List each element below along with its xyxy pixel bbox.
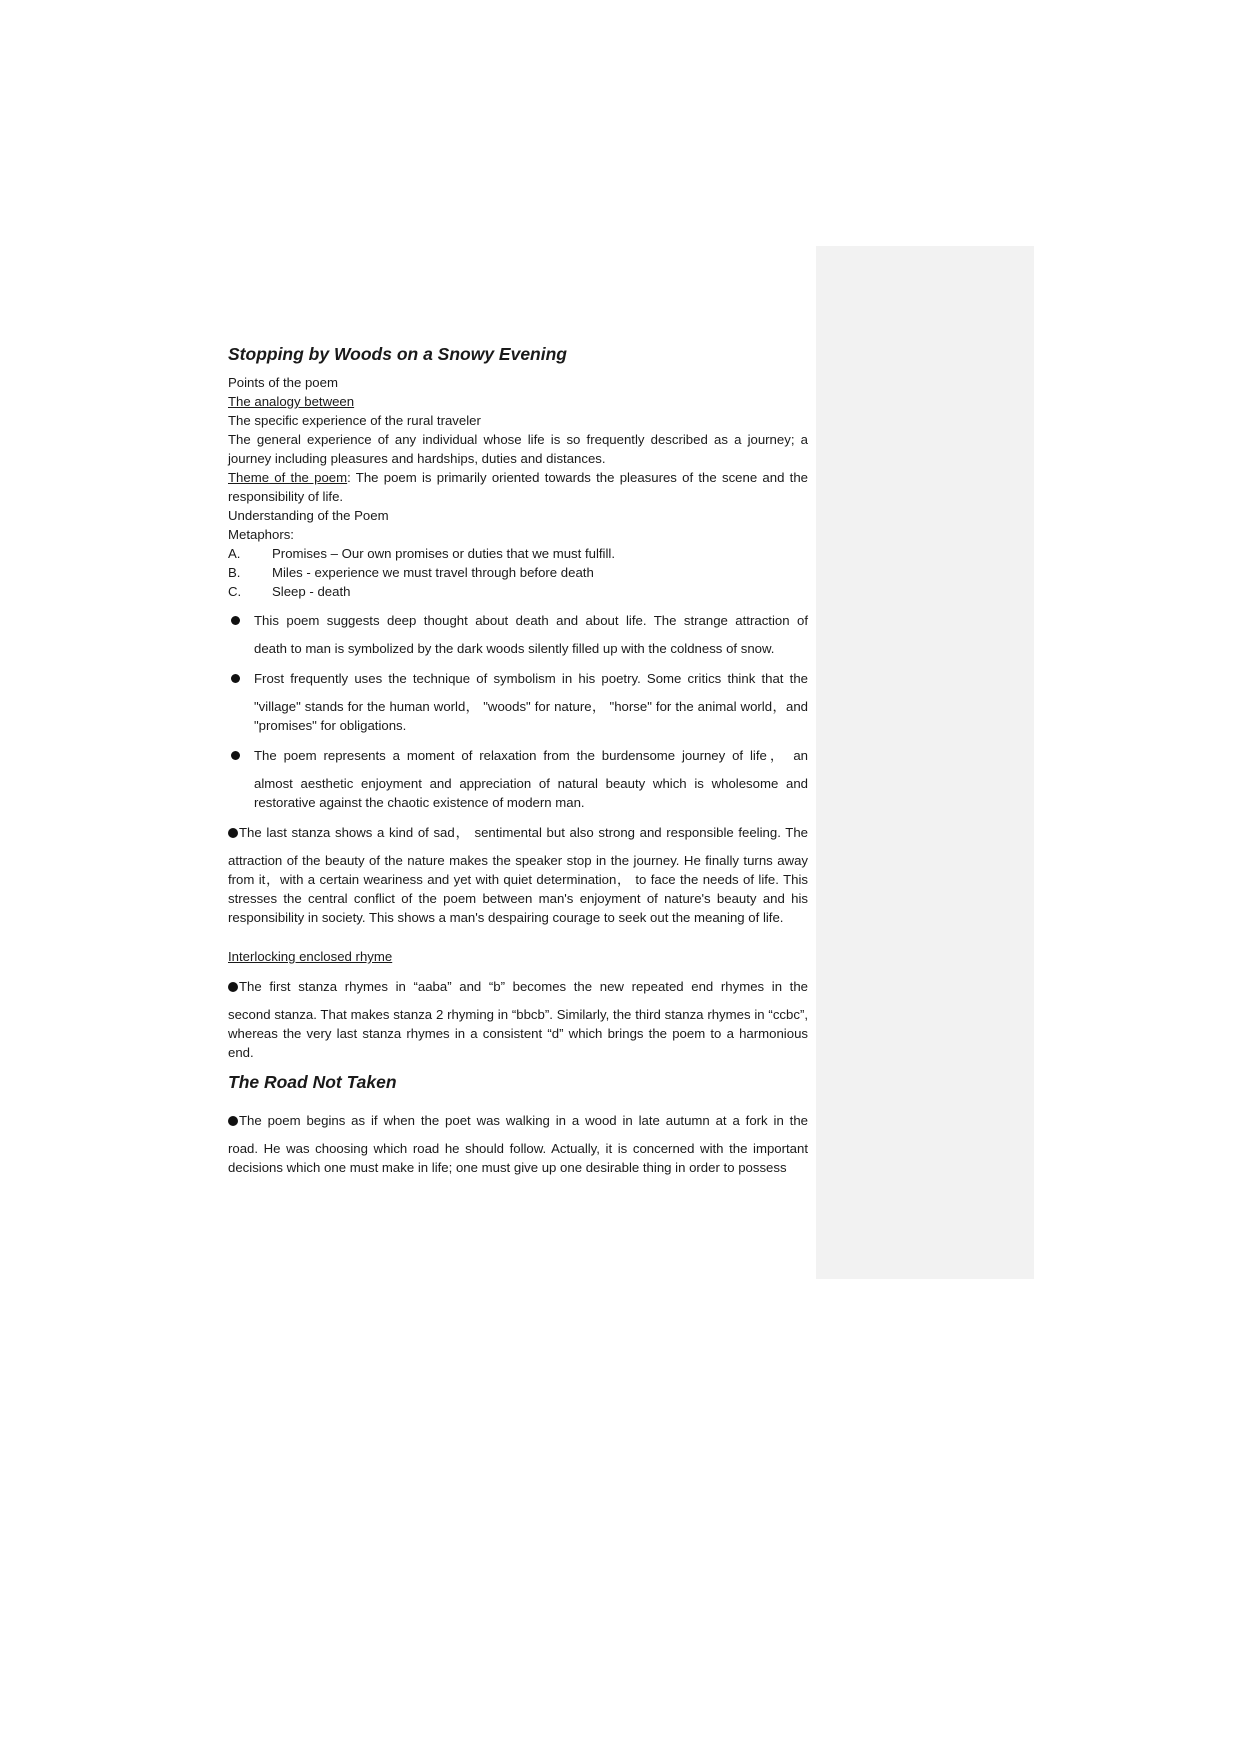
metaphor-c-label: C.: [228, 584, 242, 599]
road-continuation: road. He was choosing which road he should follow. Actually, it is concerned with the important decisions which one must make in life; one must give up one desirable thing in order to possess: [228, 1141, 808, 1175]
road-first-line: [228, 1111, 808, 1130]
rhyme-first-line: [228, 977, 808, 996]
last-stanza-first-text: The last stanza shows a kind of sad， sentimental but also strong and responsible feeling. The: [239, 825, 808, 840]
rhyme-label: Interlocking enclosed rhyme: [228, 949, 393, 964]
bullet-first-line: This poem suggests deep thought about death and about life. The strange attraction of: [254, 613, 808, 628]
analogy-label: The analogy between: [228, 394, 355, 409]
bullet-first-line: Frost frequently uses the technique of symbolism in his poetry. Some critics think that the: [254, 671, 808, 686]
bullet-dot-icon: [231, 674, 240, 683]
theme-para: [228, 468, 808, 506]
comment-pane: [816, 246, 1034, 1279]
road-first-text: The poem begins as if when the poet was walking in a wood in late autumn at a fork in the: [239, 1113, 808, 1128]
understanding-label: Understanding of the Poem: [228, 508, 389, 523]
metaphor-a-text: Promises – Our own promises or duties that we must fulfill.: [272, 546, 615, 561]
points-label: Points of the poem: [228, 375, 338, 390]
theme-label: Theme of the poem: [228, 470, 348, 485]
bullet-continuation: death to man is symbolized by the dark woods silently filled up with the coldness of snow.: [254, 641, 775, 656]
last-stanza-continuation: attraction of the beauty of the nature makes the speaker stop in the journey. He finally turns away from it，with a certain weariness and yet with quiet determination， to face the needs of life. This stresses the central conflict of the poem between man's enjoyment of nature's beauty and his responsibility in society. This shows a man's despairing courage to seek out the meaning of life.: [228, 853, 808, 925]
metaphor-b-label: B.: [228, 565, 241, 580]
heading-stopping-by-woods: Stopping by Woods on a Snowy Evening: [228, 344, 567, 364]
specific-experience-line: The specific experience of the rural traveler: [228, 413, 481, 428]
bullet-continuation: almost aesthetic enjoyment and appreciation of natural beauty which is wholesome and restorative against the chaotic existence of modern man.: [254, 776, 808, 810]
bullet-dot-icon: [228, 982, 238, 992]
metaphor-c-text: Sleep - death: [272, 584, 351, 599]
heading-road-not-taken: The Road Not Taken: [228, 1072, 397, 1092]
general-experience-para: The general experience of any individual whose life is so frequently described as a journey; a journey including pleasures and hardships, duties and distances.: [228, 432, 808, 466]
bullet-dot-icon: [228, 828, 238, 838]
rhyme-continuation: second stanza. That makes stanza 2 rhyming in “bbcb”. Similarly, the third stanza rhymes in “ccbc”, whereas the very last stanza rhymes in a consistent “d” which brings the poem to a harmonious end.: [228, 1007, 808, 1060]
metaphors-label: Metaphors:: [228, 527, 294, 542]
metaphor-b-text: Miles - experience we must travel through before death: [272, 565, 594, 580]
bullet-dot-icon: [228, 1116, 238, 1126]
last-stanza-first-line: [228, 823, 808, 842]
rhyme-first-text: The first stanza rhymes in “aaba” and “b” becomes the new repeated end rhymes in the: [239, 979, 808, 994]
bullet-continuation: "village" stands for the human world， "woods" for nature， "horse" for the animal world，and "promises" for obligations.: [254, 699, 808, 733]
bullet-first-line: The poem represents a moment of relaxation from the burdensome journey of life， an: [254, 748, 808, 763]
metaphor-a-label: A.: [228, 546, 241, 561]
bullet-dot-icon: [231, 751, 240, 760]
theme-text: : The poem is primarily oriented towards the pleasures of the scene and the responsibility of life.: [228, 470, 808, 504]
bullet-dot-icon: [231, 616, 240, 625]
